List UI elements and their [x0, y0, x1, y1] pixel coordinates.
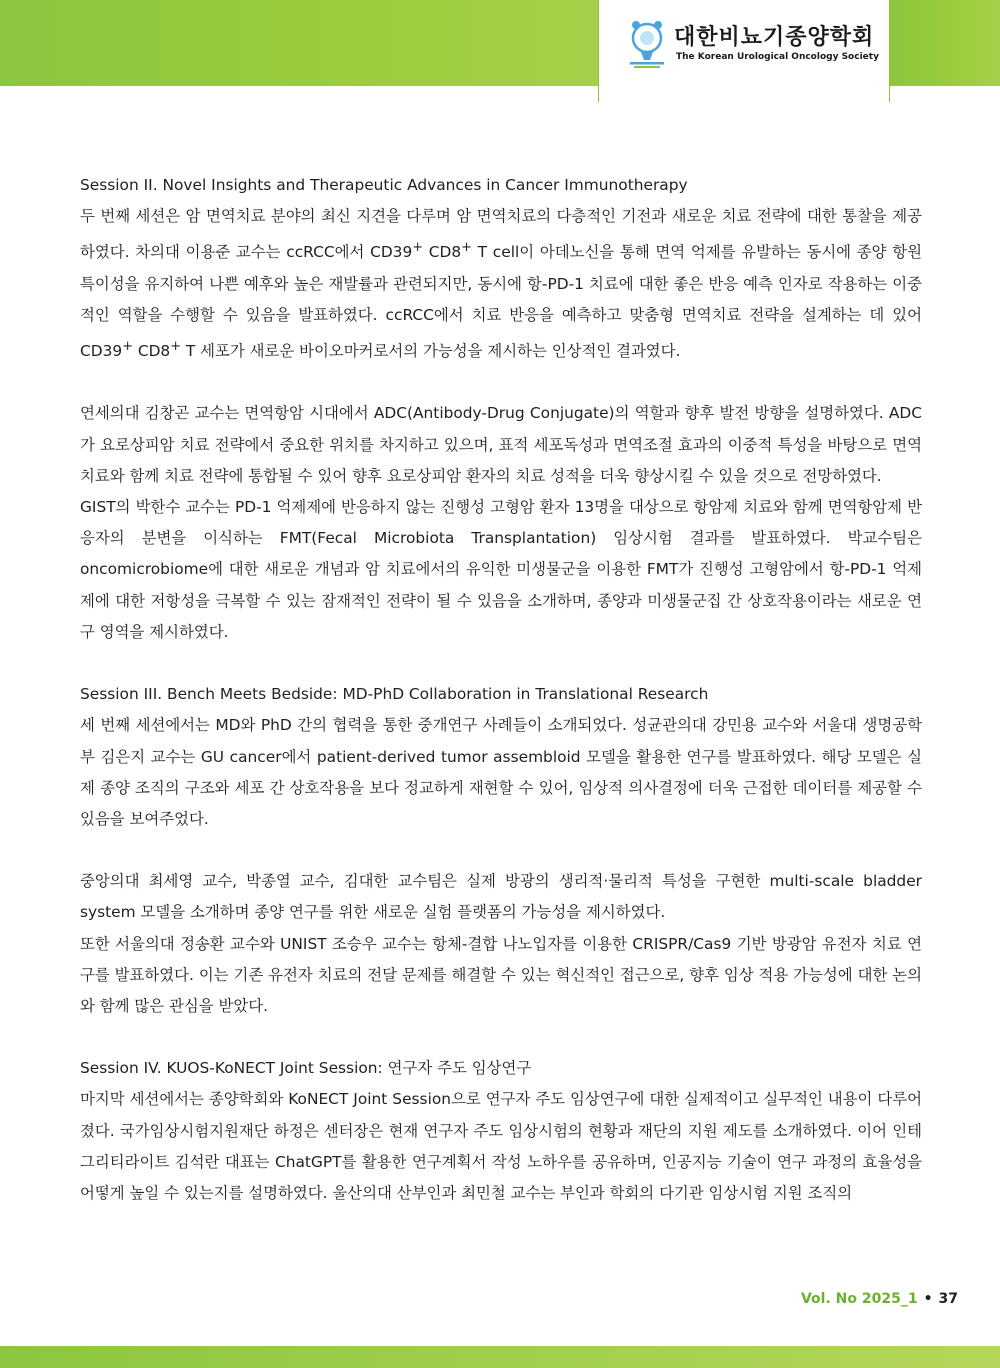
body-paragraph: 중앙의대 최세영 교수, 박종열 교수, 김대한 교수팀은 실제 방광의 생리적·물리적 특성을 구현한 multi-scale bladder system 모델을 소개하며 종양 연구를 위한 새로운 실험 플랫폼의 가능성을 제시하였다. — [80, 872, 922, 922]
footer-separator: • — [923, 1291, 933, 1307]
header-divider-right — [889, 0, 890, 102]
header-band-right — [890, 0, 1000, 86]
body-paragraph: 또한 서울의대 정송환 교수와 UNIST 조승우 교수는 항체-결합 나노입자를 이용한 CRISPR/Cas9 기반 방광암 유전자 치료 연구를 발표하였다. 이는 기존 유전자 치료의 전달 문제를 해결할 수 있는 혁신적인 접근으로, 향후 임상 적용 가능성에 대한 논의와 함께 많은 관심을 받았다. — [80, 934, 922, 1015]
session-heading: Session III. Bench Meets Bedside: MD-PhD Collaboration in Translational Research — [80, 685, 709, 704]
session-heading: Session II. Novel Insights and Therapeutic Advances in Cancer Immunotherapy — [80, 176, 688, 194]
header-band-left — [0, 0, 598, 86]
body-paragraph: GIST의 박한수 교수는 PD-1 억제제에 반응하지 않는 진행성 고형암 환자 13명을 대상으로 항암제 치료와 함께 면역항암제 반응자의 분변을 이식하는 FMT(Fecal Microbiota Transplantation) 임상시험 결과를 발표하였다. 박교수팀은 oncomicrobiome에 대한 새로운 개념과 암 치료에서의 유익한 미생물군을 이용한 FMT가 진행성 고형암에서 항-PD-1 억제제에 대한 저항성을 극복할 수 있는 잠재적인 전략이 될 수 있음을 소개하며, 종양과 미생물군집 간 상호작용이라는 새로운 연구 영역을 제시하였다. — [80, 498, 922, 641]
page-footer — [801, 1291, 958, 1307]
paragraph-gap — [80, 367, 922, 398]
paragraph-gap — [80, 1022, 922, 1053]
society-emblem-icon — [624, 16, 670, 70]
body-paragraph: 연세의대 김창곤 교수는 면역항암 시대에서 ADC(Antibody-Drug Conjugate)의 역할과 향후 발전 방향을 설명하였다. ADC가 요로상피암 치료 전략에서 중요한 위치를 차지하고 있으며, 표적 세포독성과 면역조절 효과의 이중적 특성을 바탕으로 면역치료와 함께 치료 전략에 통합될 수 있어 향후 요로상피암 환자의 치료 성적을 더욱 향상시킬 수 있을 것으로 전망하였다. — [80, 404, 922, 485]
body-paragraph: 두 번째 세션은 암 면역치료 분야의 최신 지견을 다루며 암 면역치료의 다층적인 기전과 새로운 치료 전략에 대한 통찰을 제공하였다. 차의대 이용준 교수는 ccRCC에서 CD39+ CD8+ T cell이 아데노신을 통해 면역 억제를 유발하는 동시에 종양 항원 특이성을 유지하여 나쁜 예후와 높은 재발률과 관련되지만, 동시에 항-PD-1 치료에 대한 좋은 반응 예측 인자로 작용하는 이중적인 역할을 수행할 수 있음을 발표하였다. ccRCC에서 치료 반응을 예측하고 맞춤형 면역치료 전략을 설계하는 데 있어 CD39+ CD8+ T 세포가 새로운 바이오마커로서의 가능성을 제시하는 인상적인 결과였다. — [80, 207, 922, 361]
society-name-ko: 대한비뇨기종양학회 — [674, 25, 875, 50]
body-paragraph: 마지막 세션에서는 종양학회와 KoNECT Joint Session으로 연구자 주도 임상연구에 대한 실제적이고 실무적인 내용이 다루어졌다. 국가임상시험지원재단 하정은 센터장은 현재 연구자 주도 임상시험의 현황과 재단의 지원 제도를 소개하였다. 이어 인테그리티라이트 김석란 대표는 ChatGPT를 활용한 연구계획서 작성 노하우를 공유하며, 인공지능 기술이 연구 과정의 효율성을 어떻게 높일 수 있는지를 설명하였다. 울산의대 산부인과 최민철 교수는 부인과 학회의 다기관 임상시험 지원 조직의 — [80, 1090, 922, 1202]
header-divider-left — [598, 0, 599, 102]
volume-label: Vol. No 2025_1 — [800, 1291, 918, 1307]
paragraph-gap — [80, 835, 922, 866]
body-paragraph: 세 번째 세션에서는 MD와 PhD 간의 협력을 통한 중개연구 사례들이 소개되었다. 성균관의대 강민용 교수와 서울대 생명공학부 김은지 교수는 GU cancer에서 patient-derived tumor assembloid 모델을 활용한 연구를 발표하였다. 해당 모델은 실제 종양 조직의 구조와 세포 간 상호작용을 보다 정교하게 재현할 수 있어, 임상적 의사결정에 더욱 근접한 데이터를 제공할 수 있음을 보여주었다. — [80, 716, 922, 828]
paragraph-gap — [80, 648, 922, 679]
society-name-en: The Korean Urological Oncology Society — [676, 52, 879, 62]
footer-band — [0, 1346, 1000, 1368]
page-number: 37 — [938, 1291, 958, 1307]
article-body — [80, 170, 922, 1209]
session-heading: Session IV. KUOS-KoNECT Joint Session: 연구자 주도 임상연구 — [80, 1059, 532, 1078]
society-logo — [620, 14, 880, 74]
